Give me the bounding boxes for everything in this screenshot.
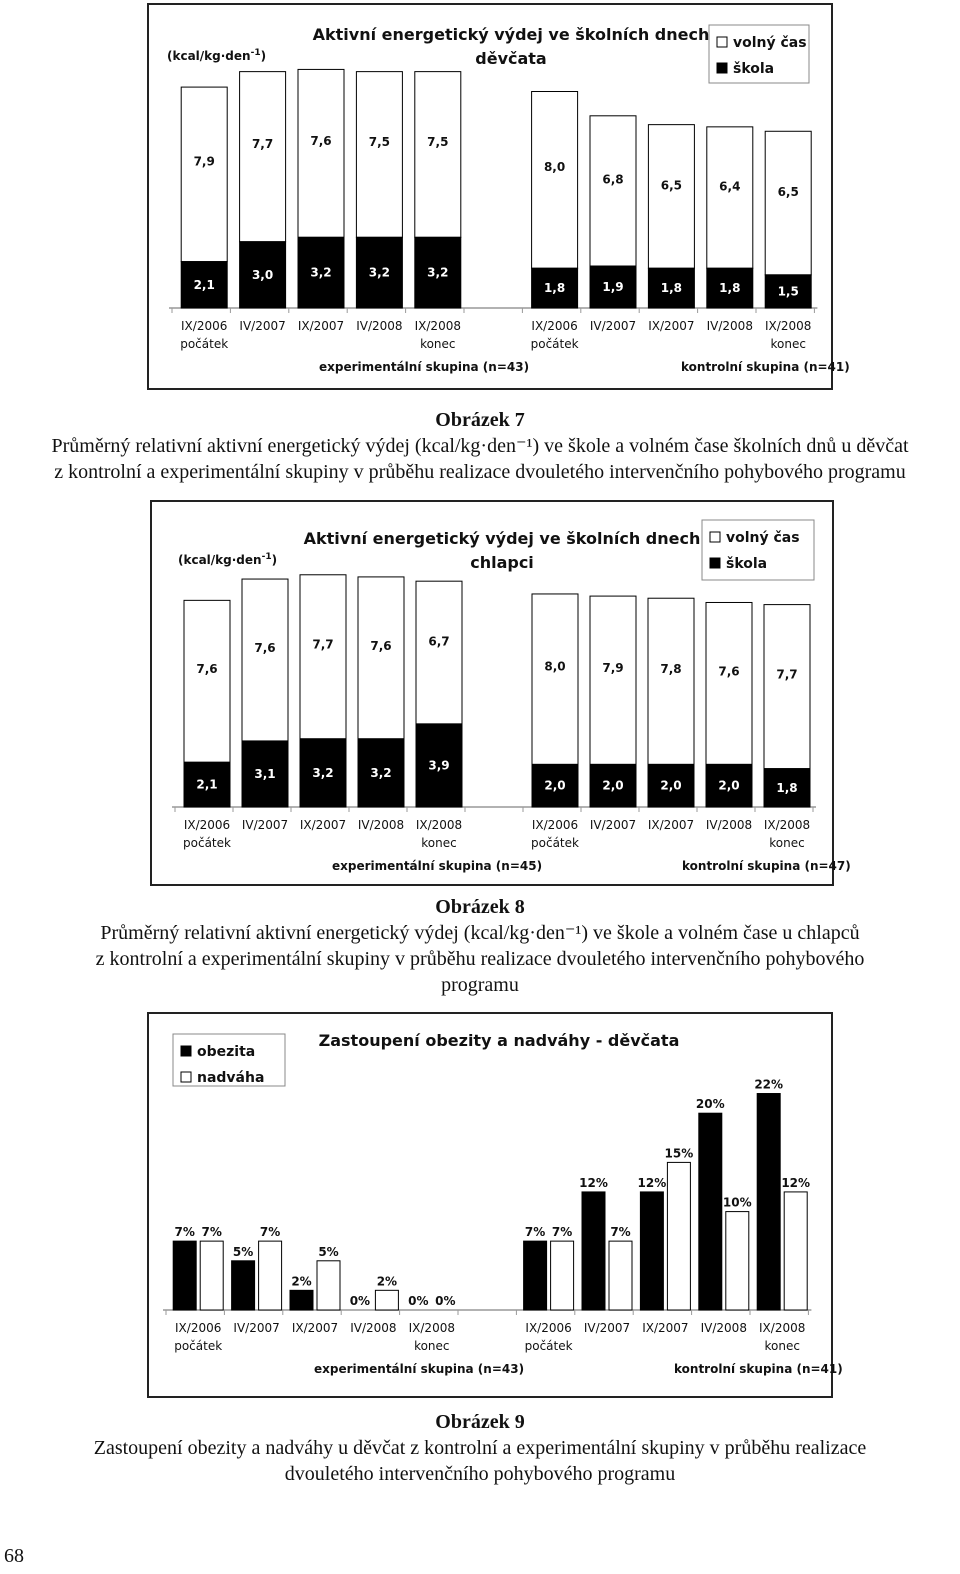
x-tick-label: IX/2007 bbox=[648, 319, 695, 333]
bar-obezita bbox=[173, 1241, 196, 1310]
bar-nadvaha bbox=[317, 1261, 340, 1310]
x-tick-sublabel: počátek bbox=[530, 337, 579, 351]
legend-label-0: obezita bbox=[197, 1044, 256, 1060]
data-label-nadvaha: 12% bbox=[781, 1175, 811, 1190]
data-label-volny-cas: 6,5 bbox=[660, 178, 683, 193]
data-label-skola: 2,1 bbox=[196, 777, 218, 792]
bar-volny-cas bbox=[358, 577, 404, 739]
caption-line: programu bbox=[441, 974, 519, 996]
data-label-obezita: 7% bbox=[174, 1225, 195, 1240]
x-tick-label: IV/2008 bbox=[356, 319, 403, 333]
x-tick-label: IX/2006 bbox=[525, 1321, 572, 1335]
x-tick-sublabel: konec bbox=[770, 337, 806, 351]
data-label-skola: 2,0 bbox=[660, 778, 682, 793]
bar-nadvaha bbox=[726, 1212, 749, 1310]
caption-title: Obrázek 9 bbox=[435, 1411, 525, 1433]
x-tick-label: IV/2008 bbox=[706, 319, 753, 333]
data-label-skola: 1,8 bbox=[719, 281, 741, 296]
x-tick-sublabel: konec bbox=[414, 1339, 450, 1353]
x-tick-sublabel: konec bbox=[769, 836, 805, 850]
data-label-skola: 3,0 bbox=[251, 267, 274, 282]
data-label-skola: 1,9 bbox=[602, 280, 624, 295]
caption-line: Průměrný relativní aktivní energetický výdej (kcal/kg·den⁻¹) ve škole a volném čase u chlapců bbox=[100, 922, 860, 944]
group-label: experimentální skupina (n=43) bbox=[319, 360, 530, 374]
x-tick-label: IX/2007 bbox=[642, 1321, 689, 1335]
x-tick-label: IX/2008 bbox=[759, 1321, 806, 1335]
bar-nadvaha bbox=[784, 1192, 807, 1310]
page-number: 68 bbox=[4, 1545, 24, 1567]
bar-volny-cas bbox=[415, 72, 461, 238]
data-label-volny-cas: 7,5 bbox=[427, 135, 449, 150]
chart-panel-girls-obesity bbox=[147, 1012, 843, 1398]
data-label-volny-cas: 6,4 bbox=[719, 179, 741, 194]
group-label: kontrolní skupina (n=41) bbox=[681, 360, 850, 374]
data-label-nadvaha: 7% bbox=[201, 1225, 222, 1240]
legend-label-1: škola bbox=[733, 61, 775, 77]
bar-volny-cas bbox=[242, 579, 288, 741]
y-axis-label: (kcal/kg·den$^{-1}$) bbox=[178, 552, 278, 567]
legend-label-0: volný čas bbox=[726, 530, 800, 546]
chart-panel-boys-energy bbox=[150, 500, 851, 886]
bar-volny-cas bbox=[416, 581, 462, 724]
figure-8-caption bbox=[20, 894, 940, 998]
x-tick-sublabel: počátek bbox=[531, 836, 579, 850]
bar-obezita bbox=[757, 1094, 780, 1310]
data-label-nadvaha: 10% bbox=[722, 1195, 752, 1210]
legend-swatch-1 bbox=[181, 1072, 191, 1082]
data-label-volny-cas: 7,7 bbox=[312, 637, 334, 652]
x-tick-label: IX/2007 bbox=[297, 319, 345, 333]
x-tick-label: IV/2008 bbox=[700, 1321, 747, 1335]
data-label-skola: 1,8 bbox=[543, 281, 566, 296]
data-label-nadvaha: 0% bbox=[435, 1294, 456, 1308]
x-tick-label: IX/2007 bbox=[291, 1321, 339, 1335]
bar-obezita bbox=[290, 1290, 313, 1310]
legend-label-0: volný čas bbox=[733, 35, 807, 51]
data-label-volny-cas: 8,0 bbox=[543, 160, 566, 175]
bar-volny-cas bbox=[764, 605, 810, 769]
x-tick-label: IV/2008 bbox=[350, 1321, 397, 1335]
x-tick-label: IX/2008 bbox=[408, 1321, 455, 1335]
bar-volny-cas bbox=[590, 116, 636, 266]
data-label-nadvaha: 7% bbox=[610, 1225, 631, 1240]
caption-line: z kontrolní a experimentální skupiny v průběhu realizace dvouletého intervenčního pohybového bbox=[95, 948, 865, 970]
legend-label-1: nadváha bbox=[197, 1070, 265, 1086]
data-label-volny-cas: 7,6 bbox=[196, 662, 218, 677]
data-label-obezita: 12% bbox=[579, 1175, 608, 1190]
chart-girls-obesity bbox=[149, 1014, 843, 1396]
x-tick-sublabel: konec bbox=[421, 836, 457, 850]
bar-volny-cas bbox=[765, 131, 811, 275]
x-tick-label: IV/2008 bbox=[357, 818, 405, 832]
group-label: experimentální skupina (n=43) bbox=[314, 1362, 525, 1376]
x-tick-label: IX/2008 bbox=[414, 319, 461, 333]
data-label-volny-cas: 6,5 bbox=[777, 184, 799, 199]
bar-nadvaha bbox=[200, 1241, 223, 1310]
chart-girls-energy bbox=[149, 5, 850, 388]
x-tick-sublabel: počátek bbox=[524, 1339, 573, 1353]
data-label-volny-cas: 7,6 bbox=[718, 664, 740, 679]
data-label-skola: 2,0 bbox=[602, 778, 624, 793]
x-tick-label: IX/2006 bbox=[531, 818, 579, 832]
bar-nadvaha bbox=[259, 1241, 282, 1310]
caption-title: Obrázek 8 bbox=[435, 896, 525, 918]
bar-volny-cas bbox=[706, 602, 752, 764]
bar-nadvaha bbox=[667, 1162, 690, 1310]
data-label-volny-cas: 7,7 bbox=[776, 667, 798, 682]
bar-volny-cas bbox=[590, 596, 636, 764]
bar-nadvaha bbox=[551, 1241, 574, 1310]
bar-obezita bbox=[582, 1192, 605, 1310]
chart-boys-energy bbox=[152, 502, 851, 884]
figure-9-caption bbox=[20, 1409, 940, 1487]
chart-panel-girls-energy bbox=[147, 3, 850, 390]
data-label-obezita: 7% bbox=[524, 1225, 546, 1240]
data-label-volny-cas: 7,6 bbox=[370, 638, 392, 653]
data-label-volny-cas: 7,7 bbox=[251, 137, 274, 152]
data-label-obezita: 5% bbox=[232, 1244, 254, 1259]
caption-line: Průměrný relativní aktivní energetický výdej (kcal/kg·den⁻¹) ve škole a volném čase školních dnů u děvčat bbox=[51, 435, 909, 457]
bar-volny-cas bbox=[184, 600, 230, 762]
legend-swatch-0 bbox=[181, 1046, 191, 1056]
data-label-volny-cas: 7,8 bbox=[660, 661, 682, 676]
x-tick-label: IX/2007 bbox=[299, 818, 347, 832]
bar-volny-cas bbox=[532, 92, 578, 269]
bar-obezita bbox=[640, 1192, 663, 1310]
data-label-skola: 3,2 bbox=[427, 265, 449, 280]
data-label-volny-cas: 7,5 bbox=[368, 135, 391, 150]
x-tick-sublabel: počátek bbox=[183, 836, 231, 850]
x-tick-label: IV/2007 bbox=[583, 1321, 631, 1335]
x-tick-label: IX/2006 bbox=[175, 1321, 222, 1335]
legend-swatch-1 bbox=[710, 558, 720, 568]
data-label-nadvaha: 7% bbox=[551, 1225, 573, 1240]
y-axis-label: (kcal/kg·den$^{-1}$) bbox=[167, 48, 267, 63]
legend-label-1: škola bbox=[726, 556, 768, 572]
data-label-skola: 2,1 bbox=[193, 277, 215, 292]
data-label-volny-cas: 7,6 bbox=[310, 133, 332, 148]
bar-obezita bbox=[524, 1241, 547, 1310]
x-tick-label: IX/2006 bbox=[531, 319, 578, 333]
x-tick-sublabel: počátek bbox=[174, 1339, 223, 1353]
x-tick-label: IX/2008 bbox=[765, 319, 812, 333]
x-tick-label: IV/2007 bbox=[239, 319, 286, 333]
caption-line: dvouletého intervenčního pohybového programu bbox=[284, 1463, 676, 1485]
data-label-skola: 3,9 bbox=[428, 758, 450, 773]
bar-obezita bbox=[699, 1113, 722, 1310]
x-tick-label: IV/2007 bbox=[589, 818, 637, 832]
x-tick-label: IX/2008 bbox=[763, 818, 811, 832]
chart-subtitle: děvčata bbox=[475, 49, 547, 68]
group-label: kontrolní skupina (n=41) bbox=[674, 1362, 843, 1376]
x-tick-label: IX/2006 bbox=[183, 818, 231, 832]
data-label-skola: 2,0 bbox=[718, 778, 740, 793]
data-label-obezita: 22% bbox=[754, 1077, 784, 1092]
chart-title: Zastoupení obezity a nadváhy - děvčata bbox=[318, 1031, 680, 1050]
caption-line: Zastoupení obezity a nadváhy u děvčat z kontrolní a experimentální skupiny v průběhu realizace bbox=[93, 1437, 867, 1459]
group-label: experimentální skupina (n=45) bbox=[332, 859, 543, 873]
data-label-obezita: 2% bbox=[291, 1274, 312, 1289]
bar-volny-cas bbox=[707, 127, 753, 268]
data-label-nadvaha: 5% bbox=[318, 1244, 339, 1259]
x-tick-label: IX/2007 bbox=[647, 818, 695, 832]
bar-nadvaha bbox=[609, 1241, 632, 1310]
data-label-skola: 2,0 bbox=[544, 778, 566, 793]
bar-volny-cas bbox=[181, 87, 227, 262]
data-label-volny-cas: 7,9 bbox=[193, 154, 215, 169]
x-tick-sublabel: konec bbox=[420, 337, 456, 351]
caption-title: Obrázek 7 bbox=[435, 409, 525, 431]
bar-volny-cas bbox=[648, 598, 694, 764]
x-tick-label: IX/2008 bbox=[415, 818, 463, 832]
bar-nadvaha bbox=[375, 1290, 398, 1310]
bar-volny-cas bbox=[356, 72, 402, 238]
data-label-skola: 1,8 bbox=[660, 281, 683, 296]
data-label-volny-cas: 6,7 bbox=[428, 634, 450, 649]
caption-line: z kontrolní a experimentální skupiny v průběhu realizace dvouletého intervenčního pohybového programu bbox=[54, 461, 906, 483]
data-label-nadvaha: 2% bbox=[376, 1274, 398, 1289]
bar-volny-cas bbox=[298, 69, 344, 237]
data-label-volny-cas: 7,6 bbox=[254, 640, 276, 655]
data-label-obezita: 0% bbox=[408, 1294, 429, 1308]
chart-subtitle: chlapci bbox=[470, 553, 534, 572]
data-label-skola: 3,2 bbox=[370, 765, 392, 780]
data-label-volny-cas: 8,0 bbox=[544, 659, 566, 674]
x-tick-label: IX/2006 bbox=[181, 319, 228, 333]
data-label-skola: 1,5 bbox=[777, 284, 799, 299]
data-label-skola: 1,8 bbox=[776, 780, 798, 795]
data-label-volny-cas: 7,9 bbox=[602, 660, 624, 675]
x-tick-sublabel: počátek bbox=[180, 337, 229, 351]
data-label-obezita: 12% bbox=[637, 1175, 667, 1190]
data-label-skola: 3,1 bbox=[254, 766, 276, 781]
group-label: kontrolní skupina (n=47) bbox=[682, 859, 851, 873]
x-tick-label: IV/2007 bbox=[589, 319, 637, 333]
data-label-obezita: 0% bbox=[349, 1294, 371, 1308]
bar-volny-cas bbox=[300, 575, 346, 739]
x-tick-label: IV/2007 bbox=[233, 1321, 280, 1335]
bar-volny-cas bbox=[532, 594, 578, 764]
legend-swatch-0 bbox=[710, 532, 720, 542]
data-label-volny-cas: 6,8 bbox=[602, 172, 624, 187]
data-label-nadvaha: 7% bbox=[259, 1225, 281, 1240]
legend-swatch-1 bbox=[717, 63, 727, 73]
figure-7-caption bbox=[20, 407, 940, 485]
chart-title: Aktivní energetický výdej ve školních dnech bbox=[303, 529, 701, 548]
bar-volny-cas bbox=[648, 125, 694, 269]
data-label-skola: 3,2 bbox=[310, 265, 332, 280]
x-tick-label: IV/2008 bbox=[705, 818, 753, 832]
x-tick-sublabel: konec bbox=[764, 1339, 800, 1353]
bar-obezita bbox=[232, 1261, 255, 1310]
data-label-obezita: 20% bbox=[695, 1097, 725, 1112]
data-label-nadvaha: 15% bbox=[664, 1146, 694, 1161]
legend-swatch-0 bbox=[717, 37, 727, 47]
chart-title: Aktivní energetický výdej ve školních dnech bbox=[312, 25, 710, 44]
bar-volny-cas bbox=[240, 72, 286, 242]
data-label-skola: 3,2 bbox=[368, 265, 391, 280]
x-tick-label: IV/2007 bbox=[241, 818, 289, 832]
data-label-skola: 3,2 bbox=[312, 765, 334, 780]
